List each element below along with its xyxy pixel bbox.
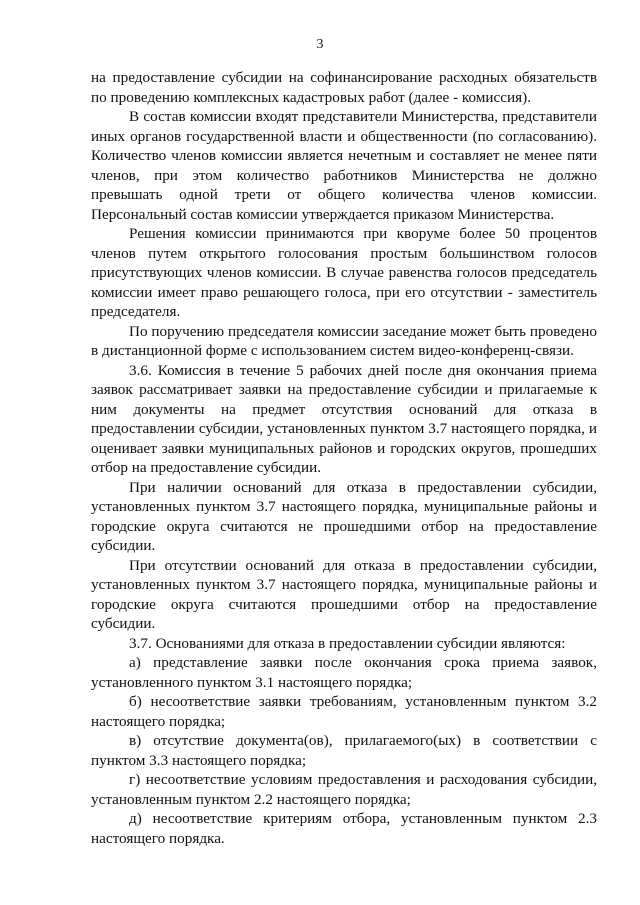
paragraph-commission-decisions: Решения комиссии принимаются при кворуме более 50 процентов членов путем открытого голосования простым большинством голосов присутствующих членов комиссии. В случае равенства голосов председатель комиссии имеет право решающего голоса, при его отсутствии - заместитель председателя. bbox=[91, 225, 597, 320]
list-item-d: д) несоответствие критериям отбора, установленным пунктом 2.3 настоящего порядка. bbox=[91, 810, 597, 847]
paragraph-remote-meeting: По поручению председателя комиссии заседание может быть проведено в дистанционной форме с использованием систем видео-конференц-связи. bbox=[91, 322, 597, 359]
list-item-g: г) несоответствие условиям предоставления и расходования субсидии, установленным пунктом 2.2 настоящего порядка; bbox=[91, 771, 597, 808]
list-item-a: а) представление заявки после окончания срока приема заявок, установленного пунктом 3.1 настоящего порядка; bbox=[91, 654, 597, 691]
paragraph-grounds-absent: При отсутствии оснований для отказа в предоставлении субсидии, установленных пунктом 3.7 настоящего порядка, муниципальные районы и городские округа считаются прошедшими отбор на предоставление субсидии. bbox=[91, 556, 597, 632]
paragraph-clause-3-7: 3.7. Основаниями для отказа в предоставлении субсидии являются: bbox=[129, 634, 566, 652]
paragraph-grounds-present: При наличии оснований для отказа в предоставлении субсидии, установленных пунктом 3.7 настоящего порядка, муниципальные районы и городские округа считаются не прошедшими отбор на предоставление субсидии. bbox=[91, 478, 597, 554]
paragraph-continuation: на предоставление субсидии на софинансирование расходных обязательств по проведению комплексных кадастровых работ (далее - комиссия). bbox=[91, 69, 597, 106]
paragraph-commission-composition: В состав комиссии входят представители Министерства, представители иных органов государственной власти и общественности (по согласованию). Количество членов комиссии является нечетным и составляет не менее пяти членов, при этом количество работников Министерства не должно превышать одной трети от общего количества членов комиссии. Персональный состав комиссии утверждается приказом Министерства. bbox=[91, 108, 597, 223]
page-number: 3 bbox=[316, 37, 324, 52]
document-body bbox=[91, 68, 597, 848]
list-item-b: б) несоответствие заявки требованиям, установленным пунктом 3.2 настоящего порядка; bbox=[91, 693, 597, 730]
paragraph-clause-3-6: 3.6. Комиссия в течение 5 рабочих дней после дня окончания приема заявок рассматривает заявки на предоставление субсидии и прилагаемые к ним документы на предмет отсутствия оснований для отказа в предоставлении субсидии, установленных пунктом 3.7 настоящего порядка, и оценивает заявки муниципальных районов и городских округов, прошедших отбор на предоставление субсидии. bbox=[91, 361, 597, 476]
list-item-v: в) отсутствие документа(ов), прилагаемого(ых) в соответствии с пунктом 3.3 настоящего порядка; bbox=[91, 732, 597, 769]
